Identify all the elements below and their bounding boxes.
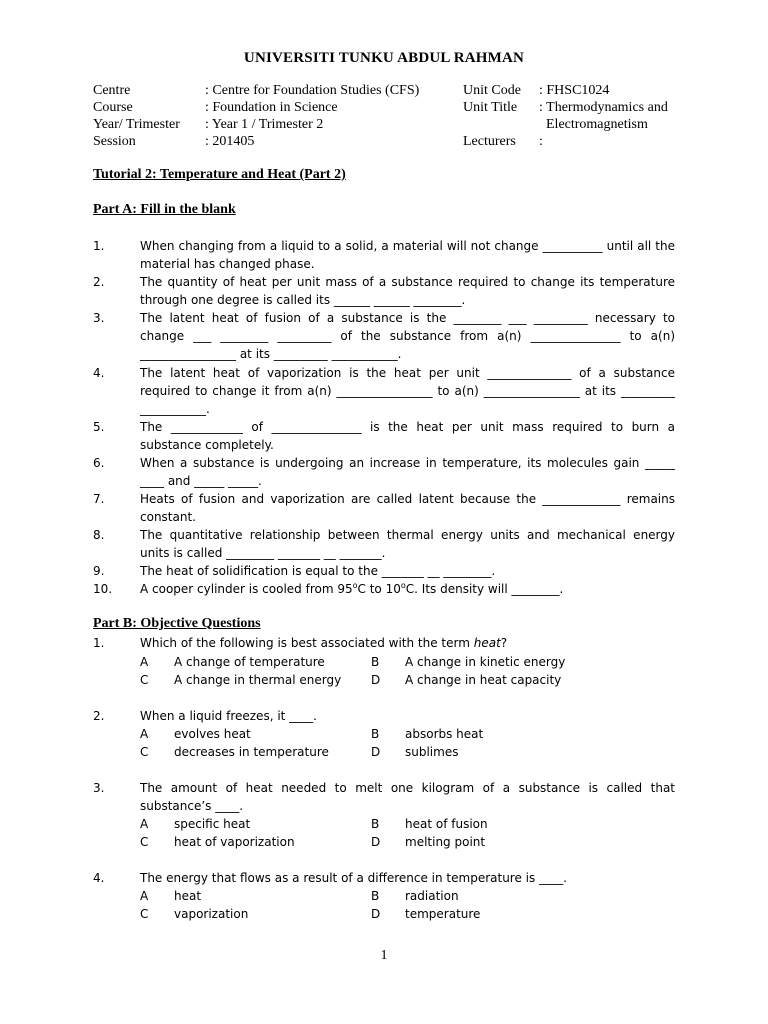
part-b-question-4: [93, 869, 675, 887]
question-text: The ____________ of _______________ is the heat per unit mass required to burn a substance completely.: [140, 420, 675, 452]
question-text: The latent heat of vaporization is the heat per unit ______________ of a substance required to change it from a(n) ________________ to a(n) ________________ at its _________ ___________.: [140, 366, 675, 416]
question-text: Which of the following is best associated with the term heat?: [140, 636, 508, 650]
question-text: When changing from a liquid to a solid, a material will not change __________ until all the material has changed phase.: [140, 239, 675, 271]
unit-title-value: : Thermodynamics and: [539, 100, 668, 115]
unit-code-label: Unit Code: [463, 83, 521, 98]
part-b-question-2: [93, 707, 675, 725]
question-text: The quantity of heat per unit mass of a substance required to change its temperature through one degree is called its ______ ______ ________.: [140, 275, 675, 307]
year-value: : Year 1 / Trimester 2: [205, 117, 324, 132]
question-text: The quantitative relationship between thermal energy units and mechanical energy units is called ________ _______ __ _______.: [140, 528, 675, 560]
question-text: The energy that flows as a result of a difference in temperature is ____.: [140, 871, 567, 885]
question-number: 6.: [93, 456, 105, 470]
lecturers-label: Lecturers: [463, 134, 516, 149]
question-number: 10.: [93, 582, 113, 596]
part-a-title: Part A: Fill in the blank: [93, 202, 236, 217]
question-number: 4.: [93, 871, 105, 885]
part-a-question-8: [93, 526, 675, 562]
session-label: Session: [93, 134, 136, 149]
part-b-title: Part B: Objective Questions: [93, 616, 261, 631]
question-number: 7.: [93, 492, 105, 506]
question-number: 2.: [93, 709, 105, 723]
question-number: 3.: [93, 311, 105, 325]
centre-value: : Centre for Foundation Studies (CFS): [205, 83, 420, 98]
part-a-question-1: [93, 237, 675, 273]
question-number: 3.: [93, 781, 105, 795]
question-number: 8.: [93, 528, 105, 542]
question-number: 5.: [93, 420, 105, 434]
course-value: : Foundation in Science: [205, 100, 338, 115]
part-a-question-7: [93, 490, 675, 526]
lecturers-value: :: [539, 134, 543, 149]
centre-label: Centre: [93, 83, 131, 98]
part-a-question-9: [93, 562, 675, 580]
question-number: 1.: [93, 636, 105, 650]
question-text: Heats of fusion and vaporization are called latent because the _____________ remains constant.: [140, 492, 675, 524]
unit-title-value-line2: Electromagnetism: [546, 117, 648, 132]
university-title: UNIVERSITI TUNKU ABDUL RAHMAN: [243, 50, 525, 66]
question-text: A cooper cylinder is cooled from 95$^o$C to 10$^o$C. Its density will ________.: [140, 581, 564, 596]
question-text: The amount of heat needed to melt one kilogram of a substance is called that substance’s ____.: [140, 781, 675, 813]
question-number: 1.: [93, 239, 105, 253]
question-text: When a substance is undergoing an increase in temperature, its molecules gain _____ ____ and _____ _____.: [140, 456, 675, 488]
session-value: : 201405: [205, 134, 255, 149]
course-label: Course: [93, 100, 133, 115]
question-text: The heat of solidification is equal to the _______ __ ________.: [140, 564, 496, 578]
part-a-question-2: [93, 273, 675, 309]
document-page: UNIVERSITI TUNKU ABDUL RAHMAN Centre : Centre for Foundation Studies (CFS) Course : Foundation in Science Year/ Trimester : Year 1 / Trimester 2 Session : 201405 Unit Code : FHSC1024 Unit Title : Thermodynamics and Electromagnetism Lecturers : Tutorial 2: Temperature and Heat (Part 2) Part A: Fill in the blank 1. When changing from a liquid to a solid, a material will not change __________ until all the material has changed phase. 2. The quantity of heat per unit mass of a substance required to change its temperature through one degree is called its ______ ______ ________. 3. The latent heat of fusion of a substance is the ________ ___ _________ necessary to change ___ ________ _________ of the substance from a(n) _______________ to a(n) ________________ at its _________ ___________. 4. The latent heat of vaporization is the heat per unit ______________ of a substance required to change it from a(n) ________________ to a(n) ________________ at its _________ ___________. 5. The ____________ of _______________ is the heat per unit mass required to burn a substance completely. 6. When a substance is undergoing an increase in temperature, its molecules gain _____ ____ and _____ _____. 7. Heats of fusion and vaporization are called latent because the _____________ remains constant. 8. The quantitative relationship between thermal energy units and mechanical energy units is called ________ _______ __ _______. 9. The heat of solidification is equal to the _______ __ ________. 10. A cooper cylinder is cooled from 95$^o$C to 10$^o$C. Its density will ________. Part B: Objective Questions 1. Which of the following is best associated with the term heat? A A change of temperature B A change in kinetic energy C A change in thermal energy D A change in heat capacity 2. When a liquid freezes, it ____. A evolves heat B absorbs heat C decreases in temperature D sublimes 3. The amount of heat needed to melt one kilogram of a substance is called that substance’s ____. A specific heat B heat of fusion C heat of vaporization D melting point 4. The energy that flows as a result of a difference in temperature is ____. A heat B radiation C vaporization D temperature 1: [0, 0, 768, 1024]
part-a-question-3: [93, 309, 675, 363]
tutorial-title: Tutorial 2: Temperature and Heat (Part 2): [93, 167, 346, 182]
year-label: Year/ Trimester: [93, 117, 180, 132]
part-a-question-10: [93, 580, 675, 598]
question-text: The latent heat of fusion of a substance is the ________ ___ _________ necessary to change ___ ________ _________ of the substance from a(n) _______________ to a(n) ________________ at its _________ ___________.: [140, 311, 675, 361]
part-b-question-3: [93, 779, 675, 815]
part-a-question-6: [93, 454, 675, 490]
question-number: 9.: [93, 564, 105, 578]
unit-code-value: : FHSC1024: [539, 83, 610, 98]
part-b-question-1: [93, 634, 675, 652]
question-text: When a liquid freezes, it ____.: [140, 709, 317, 723]
question-number: 4.: [93, 366, 105, 380]
part-a-question-4: [93, 364, 675, 418]
unit-title-label: Unit Title: [463, 100, 518, 115]
part-a-question-5: [93, 418, 675, 454]
question-number: 2.: [93, 275, 105, 289]
page-number: 1: [380, 948, 388, 963]
